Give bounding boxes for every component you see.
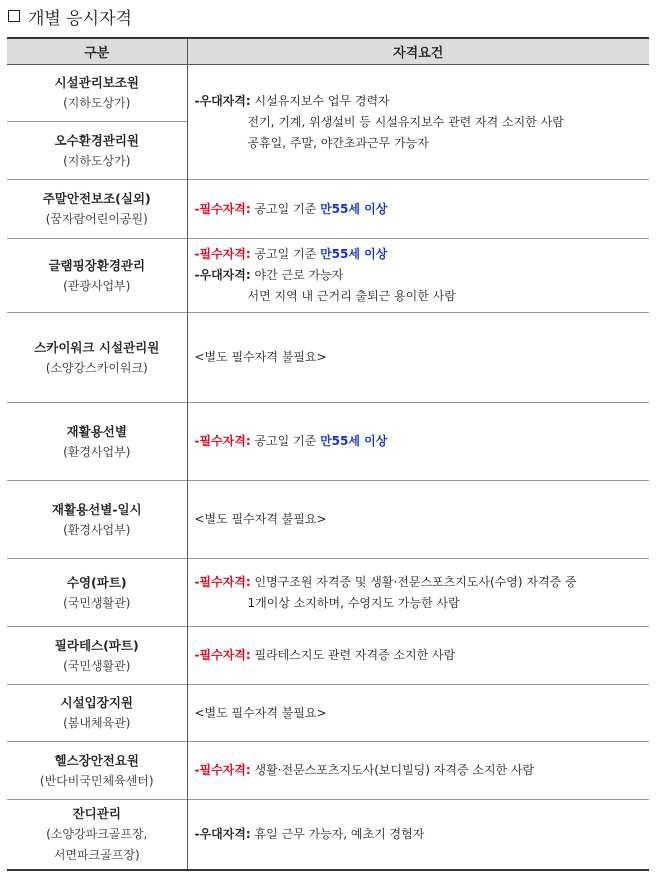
required-label: -필수자격: xyxy=(194,648,251,662)
category-cell xyxy=(7,559,187,627)
category-name: 오수환경관리원 xyxy=(54,132,140,148)
requirement-text: 휴일 근무 가능자, 예초기 경험자 xyxy=(254,826,425,841)
requirement-line xyxy=(195,265,650,286)
requirement-cell xyxy=(187,180,649,239)
preferred-label: -우대자격: xyxy=(194,93,251,108)
table-row xyxy=(7,627,649,685)
requirement-cell xyxy=(187,800,649,870)
header-category: 구분 xyxy=(7,38,187,65)
category-dept: (꿈자람어린이공원) xyxy=(45,212,148,226)
table-row xyxy=(7,481,649,559)
requirement-cell xyxy=(187,627,649,685)
age-requirement: 만55세 이상 xyxy=(320,201,388,216)
category-dept: (환경사업부) xyxy=(63,444,131,459)
age-requirement: 만55세 이상 xyxy=(320,247,388,261)
category-dept: (관광사업부) xyxy=(63,278,131,293)
requirement-cell xyxy=(187,559,649,627)
requirement-line xyxy=(195,91,650,112)
required-label: -필수자격: xyxy=(194,201,251,216)
requirement-line: 1개이상 소지하며, 수영지도 가능한 사람 xyxy=(247,595,460,610)
table-row xyxy=(7,800,649,870)
category-dept: (반다비국민체육센터) xyxy=(39,773,154,788)
requirement-line xyxy=(195,244,650,265)
category-name: 글램핑장환경관리 xyxy=(48,257,146,273)
required-label: -필수자격: xyxy=(194,434,251,448)
category-cell xyxy=(7,180,187,239)
category-name: 헬스장안전요원 xyxy=(54,752,140,768)
table-row xyxy=(7,685,649,742)
qualification-table-wrapper xyxy=(7,37,649,871)
category-name: 재활용선별 xyxy=(66,423,127,439)
requirement-line: 공휴일, 주말, 야간초과근무 가능자 xyxy=(247,135,429,150)
requirement-cell xyxy=(187,403,649,481)
category-name: 주말안전보조(실외) xyxy=(42,191,151,206)
table-row xyxy=(7,403,649,481)
category-dept: (지하도상가) xyxy=(63,96,131,110)
no-requirement-text: <별도 필수자격 불필요> xyxy=(194,512,327,526)
requirement-cell xyxy=(187,239,649,313)
category-dept: (소양강파크골프장, xyxy=(46,826,148,841)
required-label: -필수자격: xyxy=(194,763,251,777)
requirement-text: 생활·전문스포츠지도사(보디빌딩) 자격증 소지한 사람 xyxy=(254,763,535,777)
category-cell xyxy=(7,800,187,870)
requirement-cell xyxy=(187,313,649,403)
requirement-text: 시설유지보수 업무 경력자 xyxy=(254,93,390,108)
category-cell xyxy=(7,481,187,559)
table-row xyxy=(7,239,649,313)
no-requirement-text: <별도 필수자격 불필요> xyxy=(194,705,327,720)
requirement-text: 공고일 기준 xyxy=(254,247,317,261)
requirement-text: 인명구조원 자격증 및 생활·전문스포츠지도사(수영) 자격증 중 xyxy=(254,574,577,589)
category-cell xyxy=(7,403,187,481)
header-requirement: 자격요건 xyxy=(187,38,649,65)
category-dept: (국민생활관) xyxy=(63,595,131,610)
qualification-table xyxy=(7,37,649,871)
category-name: 시설입장지원 xyxy=(60,695,133,710)
requirement-line: 전기, 기계, 위생설비 등 시설유지보수 관련 자격 소지한 사람 xyxy=(247,114,564,129)
age-requirement: 만55세 이상 xyxy=(320,434,388,448)
category-cell xyxy=(7,239,187,313)
requirement-cell xyxy=(187,685,649,742)
preferred-label: -우대자격: xyxy=(194,268,251,282)
requirement-line: 서면 지역 내 근거리 출퇴근 용이한 사람 xyxy=(247,289,456,303)
category-dept: (지하도상가) xyxy=(63,153,131,168)
category-name: 필라테스(파트) xyxy=(54,637,139,653)
category-dept: (환경사업부) xyxy=(63,522,131,537)
category-name: 스카이워크 시설관리원 xyxy=(34,339,160,355)
requirement-cell xyxy=(187,481,649,559)
requirement-text: 공고일 기준 xyxy=(254,201,317,216)
category-cell xyxy=(7,65,187,122)
category-name: 시설관리보조원 xyxy=(54,75,140,90)
requirement-text: 필라테스지도 관련 자격증 소지한 사람 xyxy=(254,648,456,662)
required-label: -필수자격: xyxy=(194,247,251,261)
category-cell xyxy=(7,313,187,403)
category-dept: (국민생활관) xyxy=(63,658,131,673)
table-row xyxy=(7,559,649,627)
category-cell xyxy=(7,742,187,800)
preferred-label: -우대자격: xyxy=(194,826,251,841)
category-name: 잔디관리 xyxy=(72,805,121,821)
category-cell xyxy=(7,122,187,180)
checkbox-square-icon xyxy=(8,10,20,22)
requirement-cell xyxy=(187,742,649,800)
category-cell xyxy=(7,685,187,742)
requirement-text: 야간 근로 가능자 xyxy=(254,268,344,282)
requirement-cell xyxy=(187,65,649,180)
category-name: 재활용선별-일시 xyxy=(51,501,142,517)
table-row xyxy=(7,180,649,239)
category-cell xyxy=(7,627,187,685)
category-dept: 서면파크골프장) xyxy=(53,847,140,862)
category-dept: (소양강스카이워크) xyxy=(45,360,148,375)
category-dept: (봄내체육관) xyxy=(63,716,131,730)
section-title-text: 개별 응시자격 xyxy=(28,8,132,29)
table-row xyxy=(7,65,649,122)
table-row xyxy=(7,313,649,403)
requirement-text: 공고일 기준 xyxy=(254,434,317,448)
required-label: -필수자격: xyxy=(194,574,251,589)
section-title xyxy=(8,2,132,30)
table-header-row xyxy=(7,38,649,65)
category-name: 수영(파트) xyxy=(66,574,127,590)
no-requirement-text: <별도 필수자격 불필요> xyxy=(194,350,327,364)
requirement-line xyxy=(195,572,650,593)
table-row xyxy=(7,742,649,800)
